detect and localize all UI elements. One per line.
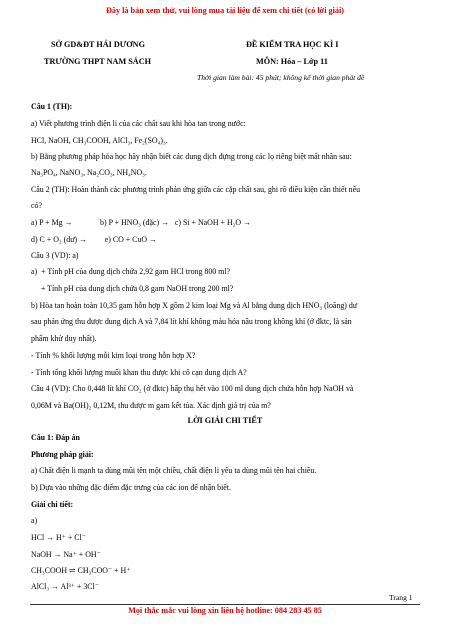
solution-line: Giải chi tiết: [31,500,74,509]
solution-line: AlCl₃ → Al³⁺ + 3Cl⁻ [31,582,99,591]
header-time-note: Thời gian làm bài: 45 phút; không kể thời gian phát đề [197,73,365,82]
question-line: Câu 1 (TH): [31,102,73,111]
solution-line: a) [31,516,38,525]
question-line: a) P + Mg → b) P + HNO₃ (đặc) → c) Si + NaOH + H₂O → [31,218,251,227]
solution-line: Phương pháp giải: [31,450,94,459]
solution-line: HCl → H⁺ + Cl⁻ [31,533,86,542]
solution-line: CH₃COOH ⇌ CH₃COO⁻ + H⁺ [31,566,131,575]
question-line: b) Hòa tan hoàn toàn 10,35 gam hỗn hợp X gồm 2 kim loại Mg và Al bằng dung dịch HNO₃ (loãng) dư [31,301,358,310]
question-line: a) Viết phương trình điện li của các chất sau khi hòa tan trong nước: [31,119,246,128]
question-line: + Tính pH của dung dịch chứa 0,8 gam NaOH trong 200 ml? [31,284,234,293]
question-line: Câu 3 (VD): a) [31,251,79,260]
header-subject: MÔN: Hóa – Lớp 11 [256,57,328,66]
question-line: có? [31,201,42,210]
solution-line: a) Chất điện li mạnh ta dùng mũi tên một chiều, chất điện li yếu ta dùng mũi tên hai chiều. [31,466,317,475]
footer-hotline: Mọi thắc mắc vui lòng xin liên hệ hotline: 084 283 45 85 [128,606,322,615]
solution-line: NaOH → Na⁺ + OH⁻ [31,550,101,559]
question-line: sau phản ứng thu được dung dịch A và 7,84 lít khí không màu hóa nâu trong không khí (ở đktc, là sản [31,317,352,326]
question-line: d) C + O₂ (dư) → e) CO + CuO → [31,235,157,244]
question-line: a) + Tính pH của dung dịch chứa 2,92 gam HCl trong 800 ml? [31,267,231,276]
question-line: b) Bằng phương pháp hóa học hãy nhận biết các dung dịch đựng trong các lọ riêng biệt mất nhãn sau: [31,152,352,161]
question-line: phẩm khử duy nhất). [31,334,97,343]
question-line: - Tính tổng khối lượng muối khan thu được khi cô cạn dung dịch A? [31,368,247,377]
page-number: Trang 1 [389,593,413,602]
question-line: HCl, NaOH, CH₃COOH, AlCl₃, Fe₂(SO₄)₃. [31,136,168,145]
question-line: Câu 2 (TH): Hoàn thành các phương trình phản ứng giữa các cặp chất sau, ghi rõ điều kiện cần thiết nếu [31,185,361,194]
question-line: Câu 4 (VD): Cho 0,448 lít khí CO₂ (ở đktc) hấp thụ hết vào 100 ml dung dịch chứa hỗn hợp NaOH và [31,384,354,393]
solution-line: b) Dựa vào những đặc điểm đặc trưng của các ion để nhận biết. [31,483,231,492]
preview-banner: Đây là bản xem thử, vui lòng mua tài liệu để xem chi tiết (có lời giải) [105,6,344,15]
header-exam-title: ĐỀ KIỂM TRA HỌC KÌ I [246,40,339,49]
header-department: SỞ GD&ĐT HẢI DƯƠNG [51,40,145,49]
footer-divider [30,604,420,605]
question-line: Na₃PO₄, NaNO₃, Na₂CO₃, NH₄NO₃. [31,168,147,177]
header-school: TRƯỜNG THPT NAM SÁCH [44,57,151,66]
question-line: - Tính % khối lượng mỗi kim loại trong hỗn hợp X? [31,351,196,360]
solution-title: LỜI GIẢI CHI TIẾT [187,416,263,425]
solution-line: Câu 1: Đáp án [31,433,80,442]
question-line: 0,06M và Ba(OH)₂ 0,12M, thu được m gam kết tủa. Xác định giá trị của m? [31,401,271,410]
